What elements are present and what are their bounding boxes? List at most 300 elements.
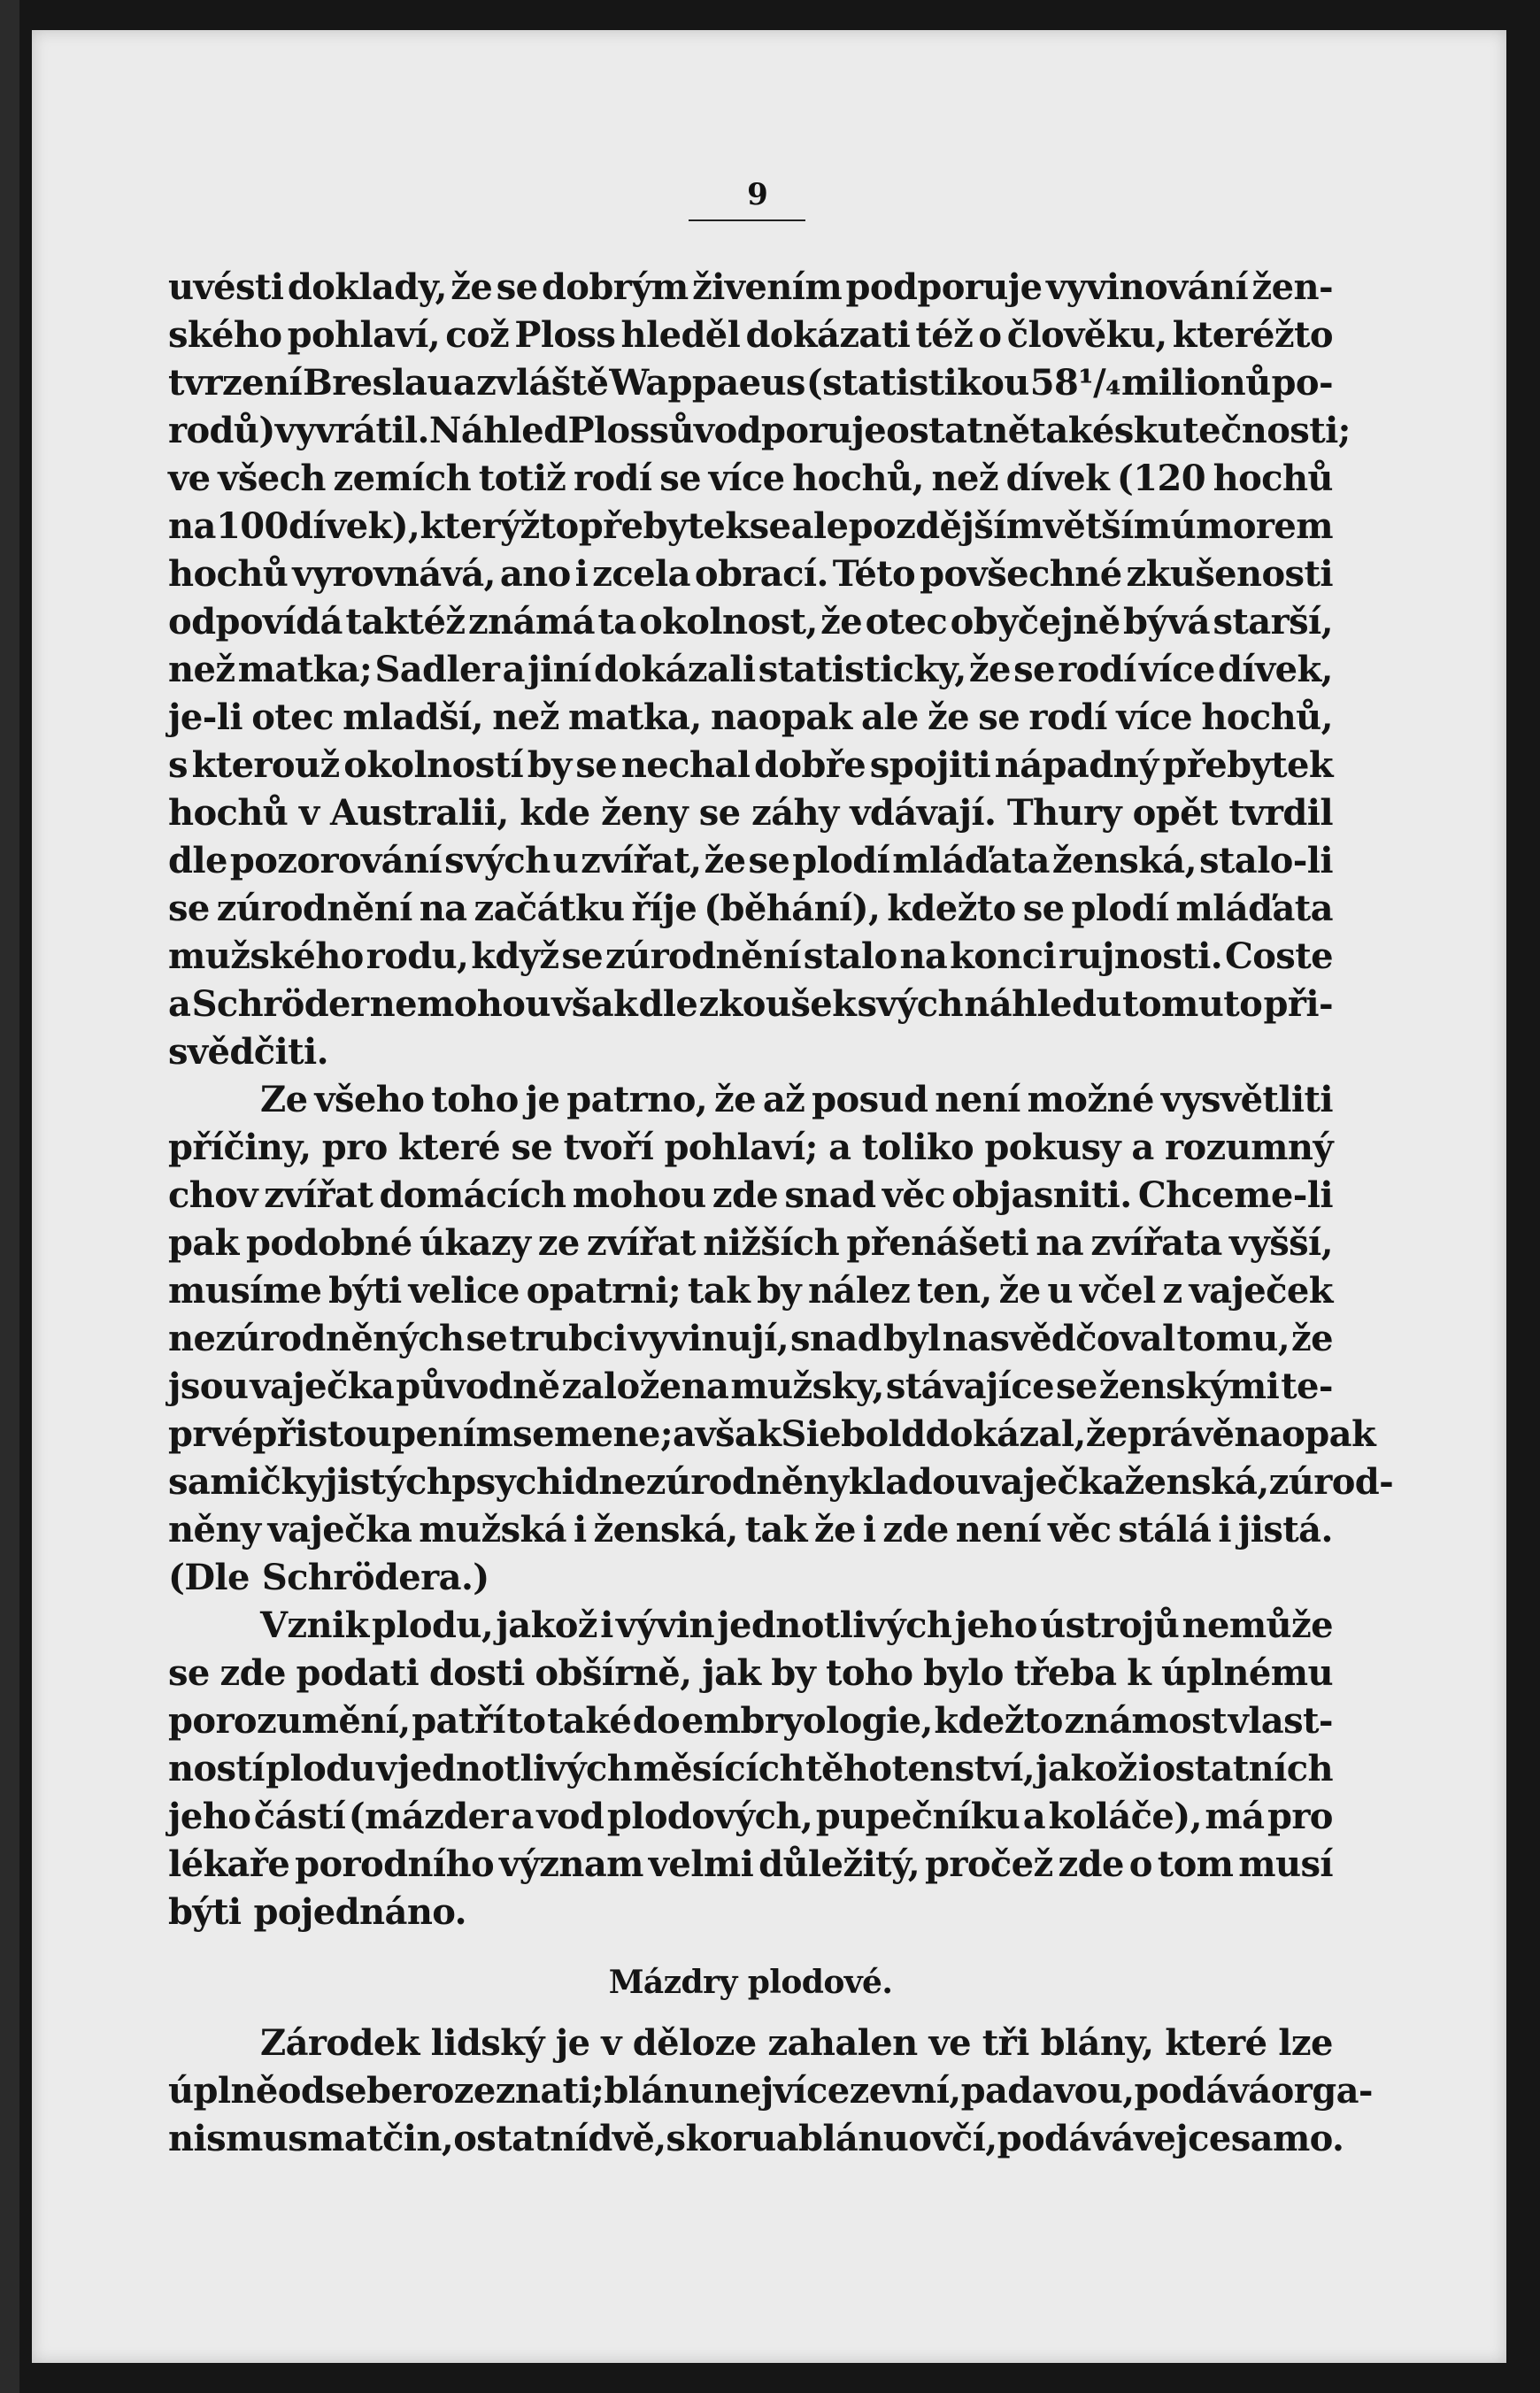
word: blány, [1040, 2022, 1154, 2064]
word: mužsky, [730, 1366, 884, 1407]
word: přistoupením [252, 1413, 513, 1455]
word: mladší, [343, 696, 483, 738]
word: v [298, 792, 320, 834]
word: mužského [168, 935, 364, 977]
word: známost [1064, 1700, 1227, 1742]
word: se [168, 1652, 210, 1694]
word: samo. [1230, 2118, 1344, 2159]
word: lze [1278, 2022, 1333, 2064]
word: sebe [325, 2070, 413, 2112]
word: odpovídá [168, 601, 343, 642]
word: náhledu [964, 983, 1121, 1025]
text-line [168, 1506, 1333, 1554]
word: vdávají. [850, 792, 997, 834]
word: chov [168, 1174, 258, 1216]
word: objasniti. [951, 1174, 1132, 1216]
word: ženská, [1051, 840, 1197, 881]
word: všech [218, 458, 326, 499]
word: vejce [1133, 2118, 1231, 2159]
word: tvrdil [1228, 792, 1333, 834]
word: zde [1058, 1843, 1124, 1885]
word: plodí [1071, 888, 1169, 929]
word: okolnost, [639, 601, 818, 642]
word: že [928, 696, 969, 738]
word: matčin, [307, 2118, 454, 2159]
word: hochů [168, 792, 289, 834]
text-line [168, 1267, 1333, 1315]
word: plodu, [371, 1604, 494, 1646]
word: konci [950, 935, 1057, 977]
word: také [1029, 410, 1114, 451]
text-line [168, 503, 1333, 550]
word: Chceme-li [1137, 1174, 1333, 1216]
text-line [168, 1650, 1333, 1697]
word: snad [789, 1318, 882, 1359]
book-page [32, 30, 1506, 2363]
word: se [496, 266, 538, 308]
word: i [1218, 1509, 1231, 1550]
section-heading: Mázdry plodové. [608, 1964, 893, 2001]
word: tak [744, 1509, 807, 1550]
word: úmorem [1170, 505, 1333, 547]
word: matka; [237, 649, 373, 690]
word: nemůže [1182, 1604, 1333, 1646]
word: na [419, 888, 467, 929]
word: vyvinování [1045, 266, 1249, 308]
word: matka, [567, 696, 702, 738]
word: Australii, [330, 792, 509, 834]
word: milionů [1121, 362, 1271, 404]
word: tvoří [563, 1127, 654, 1168]
word: vyrovnává, [292, 553, 496, 595]
word: všeho [314, 1079, 425, 1120]
text-line [168, 2020, 1333, 2067]
word: však [551, 983, 638, 1025]
text-line [168, 1793, 1333, 1841]
word: pozorování [229, 840, 443, 881]
word: a [775, 2118, 798, 2159]
word: měsících [633, 1748, 805, 1789]
text-line [168, 981, 1333, 1028]
word: tomuto [1122, 983, 1263, 1025]
word: věc [882, 1174, 945, 1216]
word: úkazy [419, 1222, 531, 1264]
word: i [1137, 1748, 1151, 1789]
word: ovčí, [908, 2118, 997, 2159]
word: rodí [573, 458, 652, 499]
word: v [601, 2022, 621, 2064]
word: založena [561, 1366, 729, 1407]
word: dokázal, [925, 1413, 1086, 1455]
word: býti [168, 1891, 242, 1933]
word: hochů [168, 553, 289, 595]
word: nasvědčoval [942, 1318, 1175, 1359]
word: podává [997, 2118, 1134, 2159]
word: ženská, [1124, 1461, 1269, 1503]
word: Plossův [567, 410, 714, 451]
word: když [471, 935, 559, 977]
word: jiní [527, 649, 591, 690]
word: zúrodnění [216, 888, 412, 929]
word: se [561, 935, 604, 977]
word: a [1022, 1796, 1046, 1837]
word: na [168, 505, 216, 547]
word: zde [882, 1509, 949, 1550]
word: Siebold [781, 1413, 926, 1455]
word: rodí [1028, 696, 1107, 738]
word: kterouž [191, 744, 340, 786]
word: třeba [1013, 1652, 1117, 1694]
word: je-li [168, 696, 243, 738]
word: obšírně, [535, 1652, 692, 1694]
word: se [1022, 888, 1065, 929]
word: úplně [168, 2070, 278, 2112]
word: samičky [168, 1461, 326, 1503]
word: se [575, 744, 618, 786]
word: dvě, [588, 2118, 666, 2159]
word: pročež [924, 1843, 1053, 1885]
word: pohlaví, [287, 314, 441, 356]
word: svědčiti. [168, 1031, 328, 1073]
word: ženskými [1098, 1366, 1280, 1407]
page-number-rule [689, 219, 805, 221]
word: vývin [615, 1604, 714, 1646]
word: musí [1238, 1843, 1333, 1885]
word: po- [1271, 362, 1333, 404]
word: rozeznati; [412, 2070, 604, 2112]
word: o [978, 314, 1002, 356]
word: porodního [295, 1843, 495, 1885]
word: doklady, [287, 266, 447, 308]
text-line [168, 933, 1333, 981]
word: totiž [478, 458, 566, 499]
word: včel [1079, 1270, 1156, 1312]
word: otec [251, 696, 334, 738]
word: Zárodek [260, 2022, 420, 2064]
word: te- [1281, 1366, 1333, 1407]
text-line [168, 2067, 1373, 2115]
word: právě [1127, 1413, 1235, 1455]
text-line [168, 407, 1351, 455]
word: podati [296, 1652, 420, 1694]
word: otec [865, 601, 948, 642]
word: toliko [861, 1127, 974, 1168]
word: nižších [703, 1222, 840, 1264]
word: zvláště [476, 362, 609, 404]
word: skutečnosti; [1113, 410, 1351, 451]
word: ta [597, 601, 636, 642]
word: stalo [803, 935, 897, 977]
word: zemích [333, 458, 472, 499]
word: pozdějším [848, 505, 1043, 547]
word: nemohou [369, 983, 551, 1025]
word: úplnému [1160, 1652, 1333, 1694]
word: důležitý, [758, 1843, 920, 1885]
word: se [1013, 649, 1055, 690]
word: že [998, 1270, 1041, 1312]
word: se [511, 1127, 553, 1168]
word: (běhání), [704, 888, 881, 929]
word: že [813, 1509, 856, 1550]
word: zkoušek [698, 983, 857, 1025]
word: věc [1048, 1509, 1112, 1550]
word: 58¹/₄ [1029, 362, 1121, 404]
word: pojednáno. [253, 1891, 467, 1933]
word: zvířat, [581, 840, 702, 881]
text-line [168, 1411, 1376, 1458]
word: dívek [1005, 458, 1110, 499]
text-line [168, 312, 1333, 359]
word: spojiti [869, 744, 991, 786]
word: možné [1027, 1079, 1154, 1120]
word: dokázali [593, 649, 756, 690]
word: pak [168, 1222, 239, 1264]
word: které [397, 1127, 501, 1168]
word: odporuje [713, 410, 887, 451]
text-line [168, 550, 1333, 598]
text-line [168, 2115, 1344, 2163]
word: kde [520, 792, 590, 834]
word: ano [499, 553, 571, 595]
word: přenášeti [846, 1222, 1029, 1264]
word: zkušenosti [1126, 553, 1333, 595]
text-line [168, 1220, 1333, 1267]
word: rozumný [1164, 1127, 1333, 1168]
word: bývá [1123, 601, 1211, 642]
word: se [466, 1318, 508, 1359]
word: (Dle [168, 1557, 250, 1598]
word: něny [168, 1509, 261, 1550]
word: velice [408, 1270, 520, 1312]
word: není [955, 1509, 1042, 1550]
word: psychid [451, 1461, 599, 1503]
word: povšechné [920, 553, 1122, 595]
word: což [445, 314, 510, 356]
text-line [168, 885, 1333, 933]
word: by [771, 1652, 816, 1694]
word: hochů [1213, 458, 1333, 499]
word: z [1162, 1270, 1182, 1312]
word: se [978, 696, 1020, 738]
word: obyčejně [950, 601, 1120, 642]
word: zcela [592, 553, 690, 595]
word: jistá. [1237, 1509, 1333, 1550]
word: začátku [474, 888, 625, 929]
word: by [757, 1270, 802, 1312]
word: (mázder [348, 1796, 508, 1837]
word: taktéž [345, 601, 466, 642]
word: stálá [1118, 1509, 1212, 1550]
word: stalo-li [1198, 840, 1333, 881]
word: do [632, 1700, 681, 1742]
word: embryologie, [681, 1700, 933, 1742]
word: Ploss [514, 314, 616, 356]
word: člověku, [1006, 314, 1167, 356]
word: které [1165, 2022, 1267, 2064]
word: statisticky, [758, 649, 966, 690]
word: býti [328, 1270, 402, 1312]
word: tom [1157, 1843, 1234, 1885]
word: hochů, [792, 458, 924, 499]
word: okolností [343, 744, 524, 786]
text-line [168, 455, 1333, 503]
word: koláče), [1048, 1796, 1202, 1837]
word: také [547, 1700, 632, 1742]
word: že [450, 266, 493, 308]
word: zvířat [264, 1174, 373, 1216]
word: porozumění, [168, 1700, 411, 1742]
word: že [968, 649, 1011, 690]
word: ostatně [886, 410, 1030, 451]
word: a [168, 983, 191, 1025]
text-line [168, 1076, 1333, 1124]
word: zvířat [586, 1222, 696, 1264]
word: Náhled [428, 410, 568, 451]
word: též [915, 314, 974, 356]
word: než [168, 649, 235, 690]
text-line [168, 1889, 1333, 1936]
text-line [168, 694, 1333, 742]
word: i [573, 1509, 587, 1550]
word: mláďata [892, 840, 1050, 881]
word: zúrodnění [604, 935, 801, 977]
word: se [748, 840, 790, 881]
word: ze [537, 1222, 580, 1264]
text-line [168, 646, 1333, 694]
word: hleděl [620, 314, 741, 356]
word: ústrojů [1040, 1604, 1180, 1646]
word: a [511, 1796, 534, 1837]
word: větším [1043, 505, 1171, 547]
word: ve [928, 2022, 971, 2064]
word: starší, [1213, 601, 1333, 642]
word: dokázati [745, 314, 911, 356]
word: kteréžto [1172, 314, 1333, 356]
word: ženy [601, 792, 689, 834]
word: toho [431, 1079, 519, 1120]
word: vod [536, 1796, 604, 1837]
word: tři [982, 2022, 1029, 2064]
word: (statistikou [805, 362, 1029, 404]
word: až [762, 1079, 805, 1120]
word: trubci [509, 1318, 627, 1359]
word: kdežto [887, 888, 1016, 929]
word: u [1047, 1270, 1073, 1312]
word: se [749, 505, 791, 547]
word: podobné [246, 1222, 412, 1264]
word: že [1290, 1318, 1333, 1359]
word: zevní, [849, 2070, 961, 2112]
word: vaječka [980, 1461, 1125, 1503]
text-line [168, 1554, 1333, 1602]
word: děloze [632, 2022, 757, 2064]
word: byl [883, 1318, 941, 1359]
word: pro [1267, 1796, 1333, 1837]
word: plodových, [606, 1796, 813, 1837]
word: dle [168, 840, 227, 881]
word: vyvinují, [628, 1318, 789, 1359]
word: rujnosti. [1059, 935, 1223, 977]
word: blánu [797, 2118, 909, 2159]
text-line [168, 1458, 1394, 1506]
word: ostatních [1151, 1748, 1333, 1789]
text-line [168, 1172, 1333, 1220]
word: avšak [673, 1413, 782, 1455]
word: ženská, [593, 1509, 738, 1550]
word: vaječka [267, 1509, 412, 1550]
word: patří [412, 1700, 505, 1742]
word: Sadler [374, 649, 500, 690]
word: nezúrodněny [598, 1461, 849, 1503]
word: více [708, 458, 785, 499]
word: vysvětliti [1160, 1079, 1333, 1120]
word: na [899, 935, 948, 977]
word: podporuje [845, 266, 1043, 308]
word: Schröder [191, 983, 369, 1025]
word: a [502, 649, 525, 690]
word: říje [631, 888, 697, 929]
word: dosti [428, 1652, 525, 1694]
word: Thury [1006, 792, 1122, 834]
word: plodí [792, 840, 890, 881]
word: Coste [1224, 935, 1333, 977]
text-line [168, 1363, 1333, 1411]
word: zahalen [767, 2022, 918, 2064]
word: obrací. [694, 553, 828, 595]
word: jakož [496, 1604, 597, 1646]
word: původně [396, 1366, 560, 1407]
word: vlast- [1228, 1700, 1333, 1742]
word: pro [321, 1127, 388, 1168]
word: vaječka [250, 1366, 395, 1407]
word: v [376, 1748, 397, 1789]
word: jednotlivých [717, 1604, 952, 1646]
text-line [168, 359, 1333, 407]
word: stávajíce [885, 1366, 1054, 1407]
word: ností [168, 1748, 265, 1789]
word: posud [812, 1079, 928, 1120]
binding-edge [0, 0, 19, 2393]
word: jeho [954, 1604, 1037, 1646]
body-text [168, 264, 1394, 2163]
word: se [168, 888, 210, 929]
word: kdežto [934, 1700, 1063, 1742]
word: je [555, 2022, 590, 2064]
word: jsou [168, 1366, 249, 1407]
text-line [168, 789, 1333, 837]
word: prvé [168, 1413, 253, 1455]
word: jistých [325, 1461, 452, 1503]
word: částí [253, 1796, 346, 1837]
word: dobře [753, 744, 866, 786]
text-line [168, 264, 1333, 312]
word: se [659, 458, 701, 499]
word: má [1205, 1796, 1265, 1837]
word: snad [784, 1174, 876, 1216]
word: ten, [917, 1270, 992, 1312]
word: blánu [604, 2070, 714, 2112]
word: Breslau [303, 362, 452, 404]
word: hochů, [1201, 696, 1333, 738]
word: pohlaví; [664, 1127, 818, 1168]
word: patrno, [566, 1079, 708, 1120]
word: na [1036, 1222, 1084, 1264]
word: přebytek [578, 505, 750, 547]
word: padavou, [960, 2070, 1135, 2112]
word: ostatní [453, 2118, 589, 2159]
word: těhotenství, [805, 1748, 1036, 1789]
word: naopak [710, 696, 852, 738]
